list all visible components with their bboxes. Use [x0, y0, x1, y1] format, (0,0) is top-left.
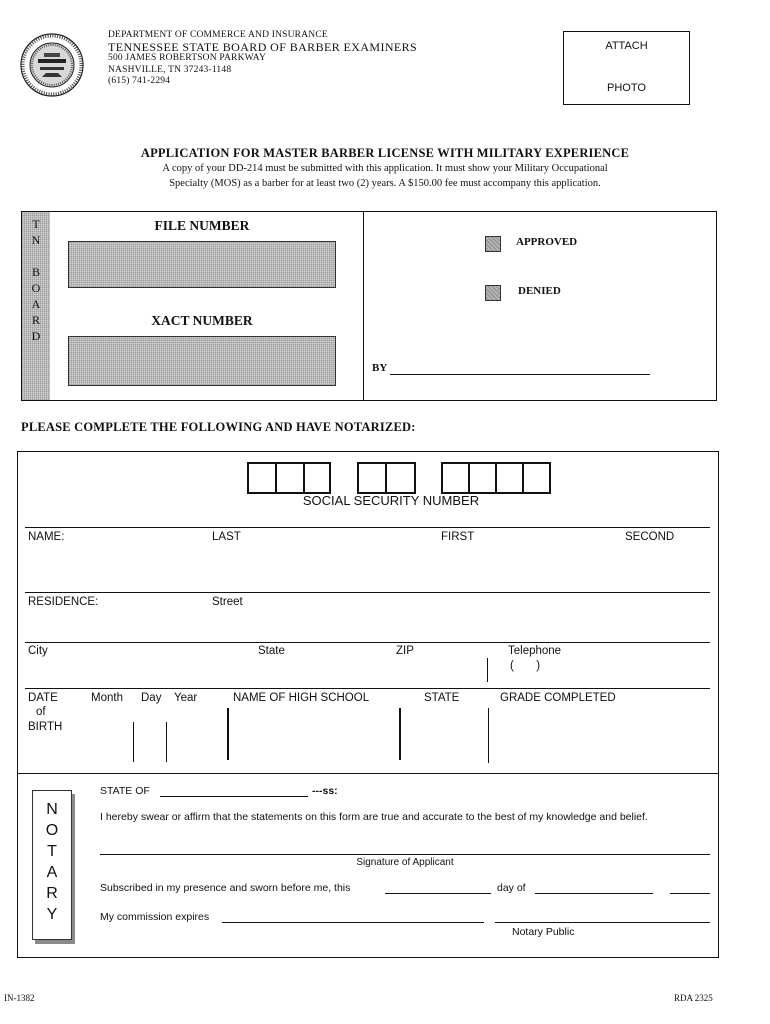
board-letter: N: [31, 233, 41, 247]
telephone-divider: [487, 658, 488, 682]
seal-icon: [20, 33, 84, 97]
agency-header: [108, 30, 528, 88]
notary-letter: O: [45, 822, 59, 839]
subscribed-day-line[interactable]: [385, 893, 491, 894]
board-side-label: [22, 212, 50, 400]
board-letter: A: [31, 297, 41, 311]
board-letter: O: [31, 281, 41, 295]
zip-label: ZIP: [396, 645, 414, 657]
grade-divider: [488, 708, 489, 763]
notarize-instruction: PLEASE COMPLETE THE FOLLOWING AND HAVE NOTARIZED:: [21, 420, 416, 434]
file-number-label: FILE NUMBER: [154, 218, 250, 233]
notary-side-label: [32, 790, 72, 940]
dob-label-birth: BIRTH: [28, 721, 63, 733]
dob-day-divider: [166, 722, 167, 762]
hs-state-divider: [399, 708, 401, 760]
dob-month-divider: [133, 722, 134, 762]
ssn-digit[interactable]: [470, 464, 497, 492]
high-school-label: NAME OF HIGH SCHOOL: [233, 692, 370, 704]
ssn-digit[interactable]: [359, 464, 387, 492]
name-input[interactable]: [25, 546, 710, 590]
ssn-digit[interactable]: [443, 464, 470, 492]
file-number-field[interactable]: [68, 241, 336, 288]
notary-signature-line[interactable]: [495, 922, 710, 923]
commission-line[interactable]: [222, 922, 484, 923]
ssn-digit[interactable]: [524, 464, 549, 492]
ssn-digit[interactable]: [387, 464, 414, 492]
department-name: DEPARTMENT OF COMMERCE AND INSURANCE: [108, 30, 328, 40]
grade-completed-label: GRADE COMPLETED: [500, 692, 616, 704]
board-letter: R: [31, 313, 40, 327]
denied-checkbox[interactable]: [485, 285, 501, 301]
notary-letter: N: [46, 801, 58, 818]
address-line-1: 500 JAMES ROBERTSON PARKWAY: [108, 53, 267, 63]
name-top-line: [25, 527, 710, 528]
dob-top-line: [25, 688, 710, 689]
notary-letter: A: [46, 864, 58, 881]
first-name-label: FIRST: [441, 531, 475, 543]
ss-label: ---ss:: [312, 785, 338, 797]
name-label: NAME:: [28, 531, 65, 543]
dob-year-divider: [227, 708, 229, 760]
instructions-line-2: Specialty (MOS) as a barber for at least two (2) years. A $150.00 fee must accompany this application.: [169, 178, 601, 189]
telephone-label: Telephone: [508, 645, 562, 657]
form-number: IN-1382: [4, 993, 35, 1003]
state-of-label: STATE OF: [100, 785, 150, 797]
ssn-area-boxes[interactable]: [247, 462, 331, 494]
state-label: State: [258, 645, 285, 657]
day-of-label: day of: [497, 882, 526, 894]
hs-state-label: STATE: [424, 692, 460, 704]
residence-label: RESIDENCE:: [28, 596, 99, 608]
signature-label: Signature of Applicant: [356, 857, 454, 868]
notary-public-label: Notary Public: [512, 926, 575, 938]
board-letter: [22, 248, 50, 264]
state-of-line[interactable]: [160, 796, 308, 797]
state-seal: [20, 33, 84, 97]
notary-letter: Y: [46, 906, 58, 923]
approved-label: APPROVED: [516, 236, 578, 248]
form-title: APPLICATION FOR MASTER BARBER LICENSE WITH MILITARY EXPERIENCE: [140, 146, 630, 160]
board-letter: T: [32, 217, 40, 231]
board-divider: [363, 211, 364, 401]
ssn-label: SOCIAL SECURITY NUMBER: [302, 493, 480, 508]
residence-top-line: [25, 592, 710, 593]
ssn-digit[interactable]: [305, 464, 329, 492]
phone-number: (615) 741-2294: [108, 76, 171, 86]
day-label: Day: [141, 692, 162, 704]
ssn-group-boxes[interactable]: [357, 462, 416, 494]
affirmation-text: I hereby swear or affirm that the statements on this form are true and accurate to the best of my knowledge and belief.: [100, 811, 648, 823]
subscribed-text: Subscribed in my presence and sworn before me, this: [100, 882, 351, 894]
last-name-label: LAST: [212, 531, 241, 543]
photo-label-attach: ATTACH: [605, 40, 648, 52]
second-name-label: SECOND: [625, 531, 675, 543]
by-label: BY: [372, 362, 388, 374]
ssn-serial-boxes[interactable]: [441, 462, 551, 494]
month-line[interactable]: [535, 893, 653, 894]
year-label: Year: [174, 692, 198, 704]
month-label: Month: [91, 692, 123, 704]
photo-box[interactable]: [563, 31, 690, 105]
street-label: Street: [212, 596, 243, 608]
board-name: TENNESSEE STATE BOARD OF BARBER EXAMINERS: [108, 39, 418, 54]
rda-number: RDA 2325: [674, 993, 713, 1003]
approved-checkbox[interactable]: [485, 236, 501, 252]
ssn-digit[interactable]: [277, 464, 305, 492]
denied-label: DENIED: [518, 285, 561, 297]
street-input[interactable]: [25, 611, 710, 641]
city-label: City: [28, 645, 48, 657]
commission-label: My commission expires: [100, 911, 210, 923]
by-signature-line[interactable]: [390, 374, 650, 375]
photo-label-photo: PHOTO: [607, 82, 646, 94]
ssn-digit[interactable]: [497, 464, 524, 492]
applicant-signature-line[interactable]: [100, 854, 710, 855]
xact-number-field[interactable]: [68, 336, 336, 386]
address-line-2: NASHVILLE, TN 37243-1148: [108, 64, 232, 75]
city-top-line: [25, 642, 710, 643]
dob-label-date: DATE: [28, 692, 58, 704]
board-letter: D: [31, 329, 41, 343]
instructions-line-1: A copy of your DD-214 must be submitted with this application. It must show your Military Occupational: [162, 163, 608, 174]
board-letter: B: [31, 265, 40, 279]
year-line[interactable]: [670, 893, 710, 894]
notary-letter: R: [46, 885, 58, 902]
dob-label-of: of: [36, 706, 46, 718]
ssn-digit[interactable]: [249, 464, 277, 492]
notary-letter: T: [47, 843, 57, 860]
telephone-area-code[interactable]: ( ): [510, 660, 541, 672]
xact-number-label: XACT NUMBER: [151, 313, 253, 328]
